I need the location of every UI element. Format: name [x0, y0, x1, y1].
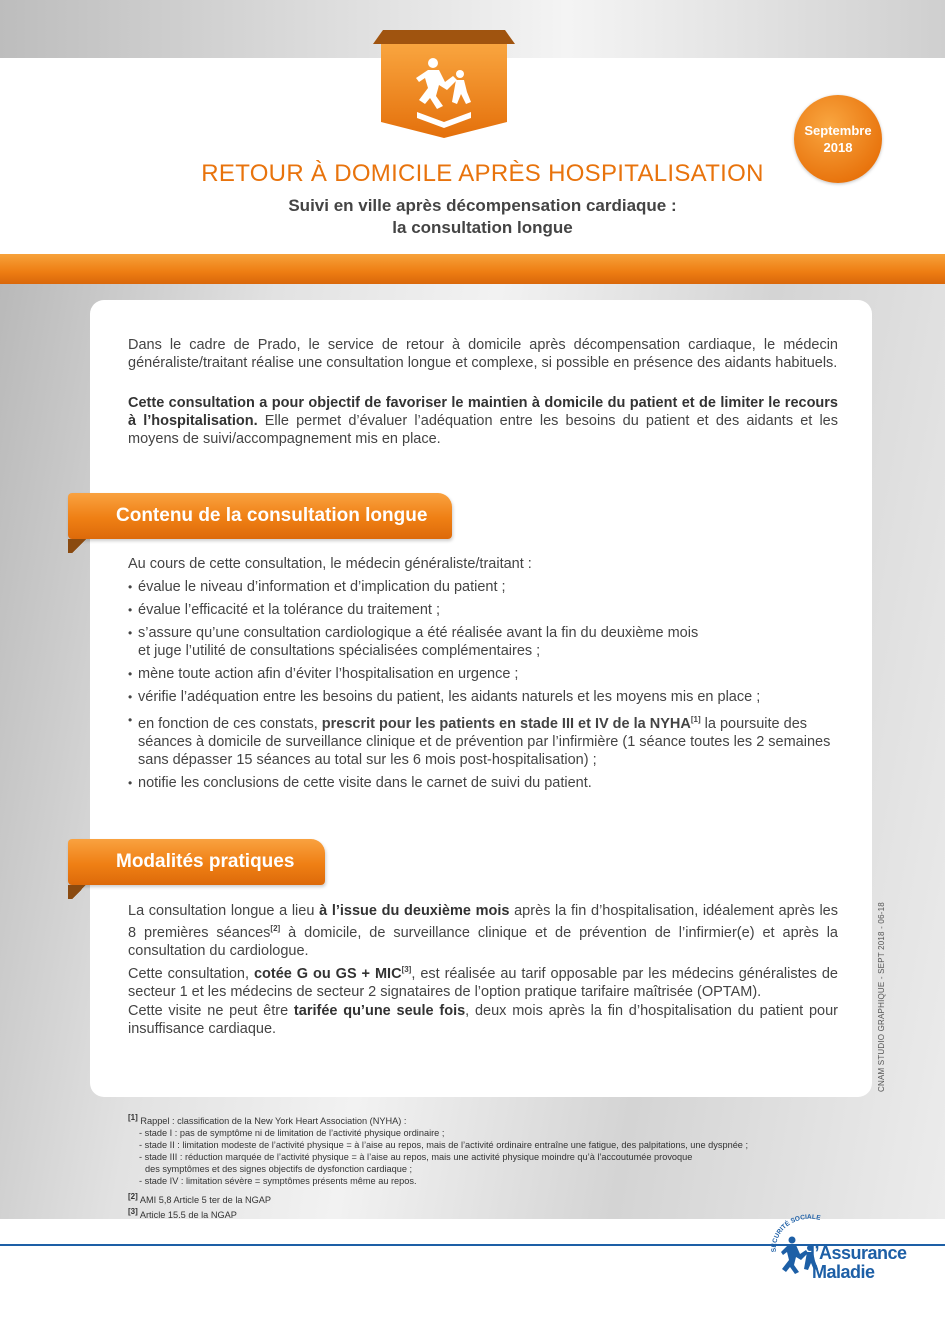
side-credit: CNAM STUDIO GRAPHIQUE - SEPT 2018 - 06-18	[877, 902, 886, 1092]
footnote-mark: [3]	[128, 1207, 138, 1217]
bold-text: tarifée qu’une seule fois	[293, 1003, 466, 1019]
modalites-paragraph-2	[128, 961, 838, 1001]
footnotes	[128, 1112, 748, 1221]
logo-text-line-2: Maladie	[812, 1262, 875, 1282]
footnote-mark: [1]	[128, 1113, 138, 1122]
list-item: • notifie les conclusions de cette visite dans le carnet de suivi du patient.	[128, 774, 840, 792]
list-item	[128, 711, 840, 769]
list-item: • évalue le niveau d’information et d’implication du patient ;	[128, 578, 840, 596]
intro-paragraph-2	[128, 394, 838, 448]
modalites-paragraph-3	[128, 1002, 838, 1038]
section-heading-contenu	[68, 493, 452, 539]
consultation-content-list	[128, 555, 840, 797]
logo-arc-text: SÉCURITÉ SOCIALE	[770, 1213, 822, 1253]
footnote-mark: [2]	[128, 1192, 138, 1202]
section-heading-modalites	[68, 839, 325, 885]
page-subtitle	[0, 195, 945, 239]
footnote-stage-cont: des symptômes et des signes objectifs de dysfonction cardiaque ;	[145, 1164, 413, 1175]
list-item-continuation: et juge l’utilité de consultations spécialisées complémentaires ;	[138, 643, 541, 659]
item-text: la poursuite des séances à domicile de surveillance clinique et de prévention par l’infirmière (1 séance toutes les 2 semaines sans dépasser 15 séances au total sur les 6 mois post-hospitalisation) ;	[138, 715, 831, 768]
footnote-2	[128, 1191, 748, 1206]
footnote-stage: - stade II : limitation modeste de l’activité physique = à l’aise au repos, mais de l’activité ordinaire entraîne une fatigue, des palpitations, une dyspnée ;	[139, 1140, 749, 1151]
text: après la fin d’hospitalisation, idéalement après les 8 premières séances	[128, 903, 838, 941]
tab-fold	[68, 885, 90, 899]
footnote-ref: [2]	[270, 924, 281, 933]
tab-fold	[68, 539, 90, 553]
footnote-ref: [3]	[401, 965, 412, 974]
footnote-1	[128, 1112, 748, 1127]
footnote-3	[128, 1206, 748, 1221]
page-title: RETOUR À DOMICILE APRÈS HOSPITALISATION	[201, 160, 764, 187]
text: , deux mois après la fin d’hospitalisation du patient pour insuffisance cardiaque.	[128, 1003, 838, 1037]
footnote-text: AMI 5,8 Article 5 ter de la NGAP	[137, 1195, 272, 1206]
intro-bold: Cette consultation a pour objectif de favoriser le maintien à domicile du patient et de limiter le recours à l’hospitalisation.	[128, 395, 838, 429]
section-heading-text: Contenu de la consultation longue	[116, 505, 428, 526]
item-bold: prescrit pour les patients en stade III et IV de la NYHA	[321, 715, 691, 732]
badge-month: Septembre	[804, 123, 872, 138]
bold-text: cotée G ou GS + MIC	[253, 965, 402, 982]
modalites-paragraph-1	[128, 902, 838, 960]
list-item: • mène toute action afin d’éviter l’hospitalisation en urgence ;	[128, 665, 840, 683]
footnote-stage: - stade I : pas de symptôme ni de limitation de l’activité physique ordinaire ;	[139, 1128, 445, 1139]
footnote-stage: - stade IV : limitation sévère = symptômes présents même au repos.	[139, 1176, 417, 1187]
footnote-text: Rappel : classification de la New York Heart Association (NYHA) :	[137, 1116, 407, 1127]
bold-text: à l’issue du deuxième mois	[319, 903, 510, 919]
footnote-text: Article 15.5 de la NGAP	[137, 1210, 237, 1221]
section-heading-text: Modalités pratiques	[116, 851, 295, 872]
footnote-stage: - stade III : réduction marquée de l’activité physique = à l’aise au repos, mais une activité physique moindre qu’à l’accoutumée provoque	[139, 1152, 693, 1163]
list-intro: Au cours de cette consultation, le médecin généraliste/traitant :	[128, 556, 532, 572]
subtitle-line-2: la consultation longue	[392, 218, 573, 237]
badge-year: 2018	[823, 140, 853, 155]
intro-rest: Elle permet d’évaluer l’adéquation entre les besoins du patient et des aidants et les moyens de suivi/accompagnement mis en place.	[128, 413, 838, 447]
orange-band	[0, 254, 945, 284]
logo-text-line-1: l’Assurance	[810, 1243, 907, 1263]
text: Cette consultation,	[128, 965, 254, 982]
text: Cette visite ne peut être	[128, 1003, 294, 1019]
footnote-ref: [1]	[690, 715, 701, 724]
intro-paragraph-1: Dans le cadre de Prado, le service de retour à domicile après décompensation cardiaque, le médecin généraliste/traitant réalise une consultation longue et complexe, si possible en présence des aidants habituels.	[128, 337, 838, 371]
item-text: en fonction de ces constats,	[138, 715, 322, 732]
text: La consultation longue a lieu	[128, 903, 320, 919]
list-item: • vérifie l’adéquation entre les besoins du patient, les aidants naturels et les moyens mis en place ;	[128, 688, 840, 706]
text: à domicile, de surveillance clinique et de prévention de l’infirmier(e) et après la consultation du cardiologue.	[128, 924, 838, 959]
prado-ribbon-icon	[373, 30, 515, 142]
list-item: • s’assure qu’une consultation cardiologique a été réalisée avant la fin du deuxième mois	[128, 624, 840, 642]
list-item: • évalue l’efficacité et la tolérance du traitement ;	[128, 601, 840, 619]
subtitle-line-1: Suivi en ville après décompensation cardiaque :	[288, 196, 677, 215]
text: , est réalisée au tarif opposable par les médecins généralistes de secteur 1 et les médecins de secteur 2 signataires de l’option pratique tarifaire maîtrisée (OPTAM).	[128, 965, 838, 1000]
